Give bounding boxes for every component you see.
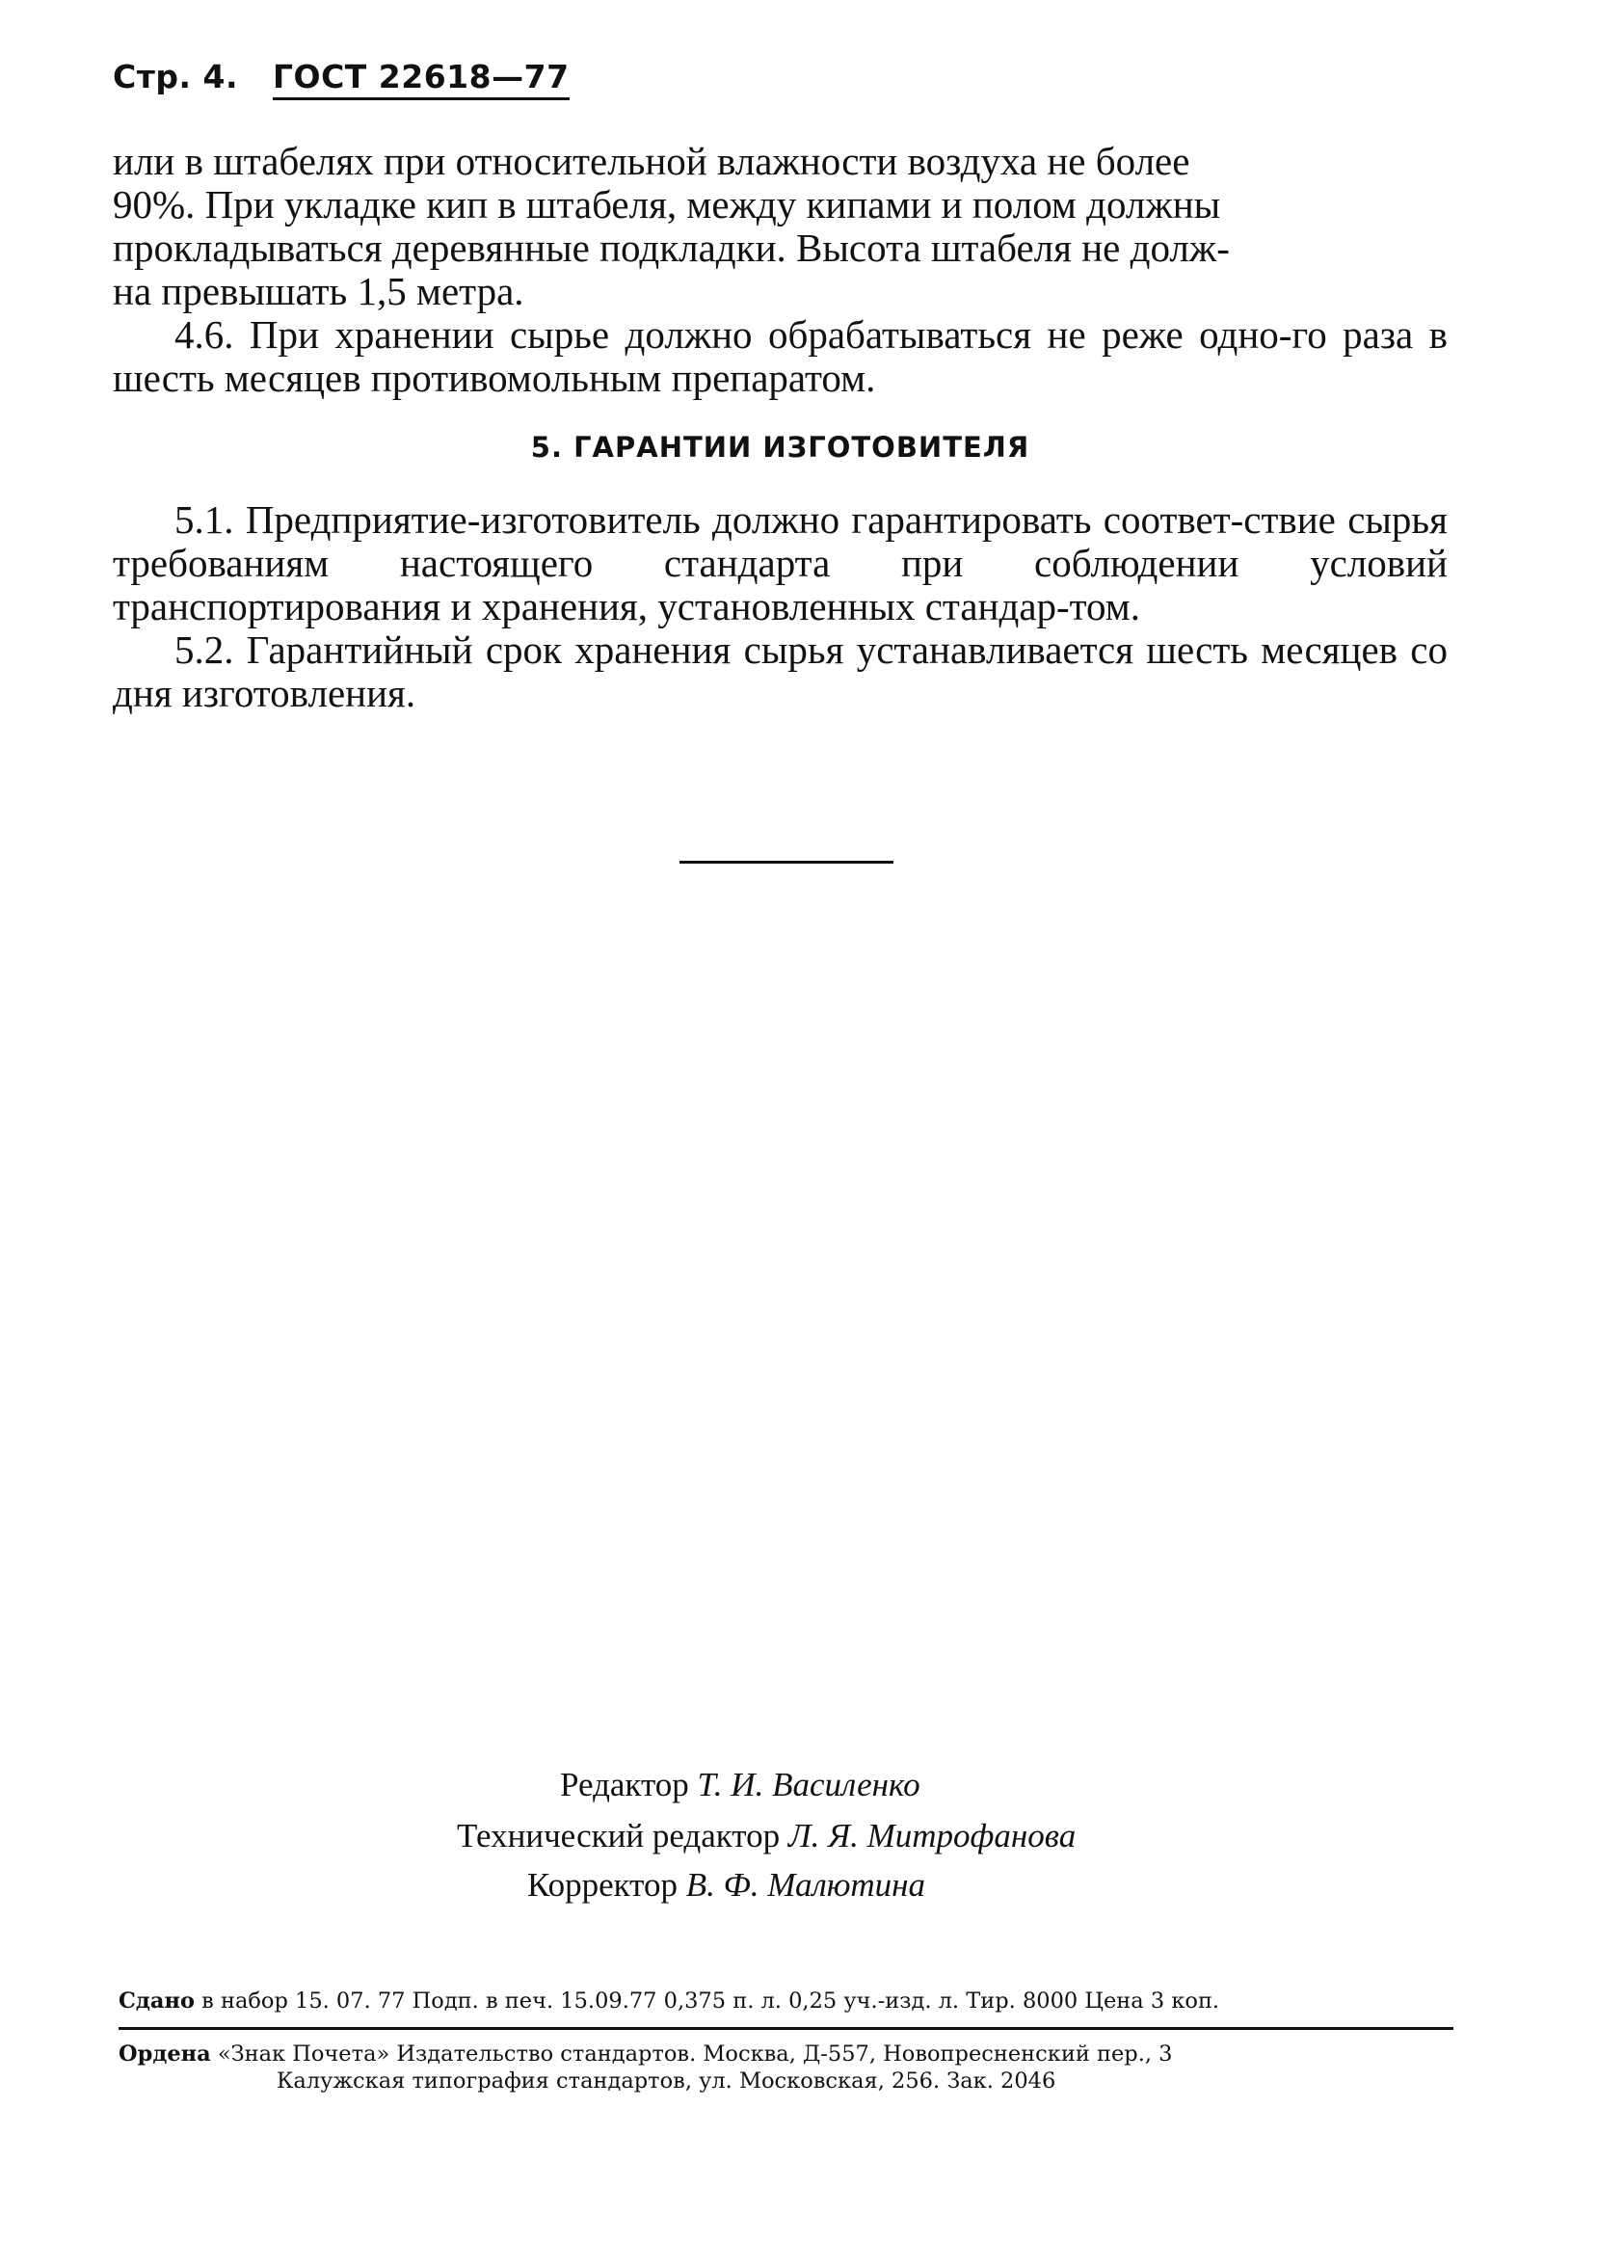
imprint-line-2 [119,2041,1453,2067]
section-5-title: 5. ГАРАНТИИ ИЗГОТОВИТЕЛЯ [530,431,1030,464]
imprint-line-3 [277,2068,1611,2094]
imprint-line-2-text: «Знак Почета» Издательство стандартов. Москва, Д-557, Новопресненский пер., 3 [217,2041,1173,2067]
text-line: прокладываться деревянные подкладки. Высота штабеля не долж- [113,226,1230,270]
page-number: Стр. 4. [113,58,238,95]
tech-editor-label: Технический редактор [457,1817,781,1854]
page-header [113,58,570,95]
credit-tech-editor [457,1817,1076,1855]
editor-label: Редактор [560,1766,689,1803]
imprint-line-1-text: в набор 15. 07. 77 Подп. в печ. 15.09.77 0,375 п. л. 0,25 уч.-изд. л. Тир. 8000 Цена 3 коп. [201,1988,1220,2014]
imprint-line-1 [119,1988,1453,2014]
text-line: на превышать 1,5 метра. [113,269,524,313]
paragraph-5-1: 5.1. Предприятие-изготовитель должно гарантировать соответ-ствие сырья требованиям настоящего стандарта при соблюдении условий транспортирования и хранения, установленных стандар-том. [113,497,1448,628]
section-divider [679,861,893,864]
editor-name: Т. И. Василенко [697,1766,920,1803]
corrector-label: Корректор [527,1866,679,1904]
imprint-line-1-lead: Сдано [119,1988,195,2014]
paragraph-5-2: 5.2. Гарантийный срок хранения сырья устанавливается шесть месяцев со дня изготовления. [113,627,1448,715]
section-5-body [113,498,1448,715]
tech-editor-name: Л. Я. Митрофанова [787,1817,1077,1854]
imprint-line-3-text: Калужская типография стандартов, ул. Московская, 256. Зак. 2046 [277,2068,1056,2094]
text-line: или в штабелях при относительной влажности воздуха не более [113,139,1190,183]
paragraph-4-6: 4.6. При хранении сырье должно обрабатываться не реже одно-го раза в шесть месяцев противомольным препаратом. [113,312,1448,400]
imprint-line-2-lead: Ордена [119,2041,211,2067]
text-line: 90%. При укладке кип в штабеля, между кипами и полом должны [113,182,1221,227]
credit-corrector [527,1866,925,1905]
imprint-rule [119,2027,1453,2030]
corrector-name: В. Ф. Малютина [685,1866,926,1904]
section-4-continuation [113,140,1448,400]
credit-editor [560,1766,920,1804]
standard-number: ГОСТ 22618—77 [273,58,570,100]
